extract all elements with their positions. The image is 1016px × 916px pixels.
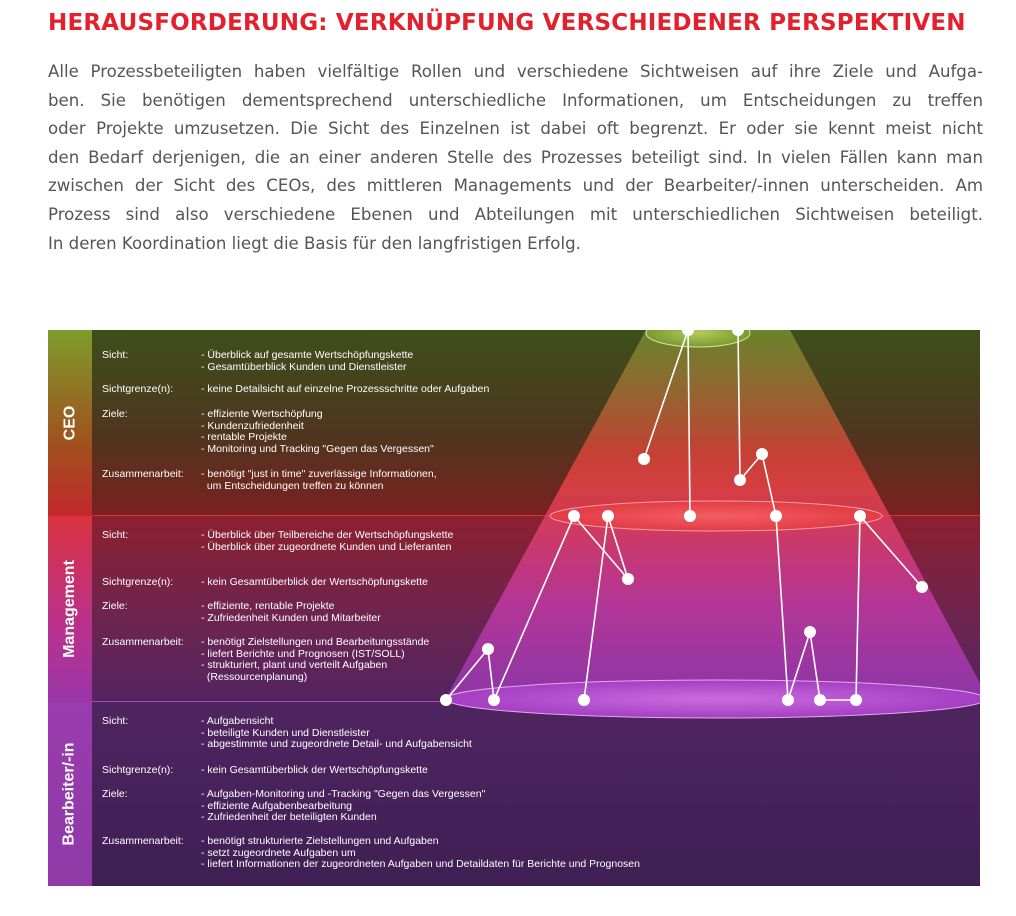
intro-line: ben. Sie benötigen dementsprechend unterschiedliche Informationen, um Entscheidungen zu treffen [48, 90, 983, 110]
node-dot [782, 694, 794, 706]
node-dot [602, 510, 614, 522]
node-dot [814, 694, 826, 706]
funnel-bottom-ellipse [446, 680, 980, 718]
perspective-diagram: CEO Management Bearbeiter/-in Sicht: - Überblick auf gesamte Wertschöpfungskette - Gesamtüberblick Kunden und Dienstleister Sichtgrenze(n): - keine Detailsicht auf einzelne Prozessschritte oder Aufgaben Ziele: - effiziente Wertschöpfung - Kundenzufriedenheit - rentable Projekte - Monitoring und Tracking "Gegen das Vergessen" Zusammenarbeit: - benötigt "just in time" zuverlässige Informationen, um Entscheidungen treffen zu können Sicht: - Überblick über Teilbereiche der Wertschöpfungskette - Überblick über zugeordnete Kunden und Lieferanten Sichtgrenze(n): - kein Gesamtüberblick der Wertschöpfungskette Ziele: - effiziente, rentable Projekte - Zufriedenheit Kunden und Mitarbeiter Zusammenarbeit: - benötigt Zielstellungen und Bearbeitungsstände - liefert Berichte und Prognosen (IST/SOLL) - strukturiert, plant und verteilt Aufgaben (Ressourcenplanung) Sicht: - Aufgabensicht - beteiligte Kunden und Dienstleister - abgestimmte und zugeordnete Detail- und Aufgabensicht Sichtgrenze(n): - kein Gesamtüberblick der Wertschöpfungskette Ziele: - Aufgaben-Monitoring und -Tracking "Gegen das Vergessen" - effiziente Aufgabenbearbeitung - Zufriedenheit der beteiligten Kunden Zusammenarbeit: - benötigt strukturierte Zielstellungen und Aufgaben - setzt zugeordnete Aufgaben um - liefert Informationen der zugeordneten Aufgaben und Detaildaten für Berichte und Prognosen [48, 330, 980, 886]
node-dot [638, 453, 650, 465]
node-dot [770, 510, 782, 522]
node-dot [440, 694, 452, 706]
intro-line: In deren Koordination liegt die Basis für den langfristigen Erfolg. [48, 233, 581, 253]
node-dot [850, 694, 862, 706]
level-label-bearbeiter: Bearbeiter/-in [48, 702, 92, 886]
node-dot [916, 581, 928, 593]
node-dot [488, 694, 500, 706]
intro-line: zwischen der Sicht des CEOs, des mittleren Managements und der Bearbeiter/-innen unterscheiden. Am [48, 176, 983, 196]
page-heading: HERAUSFORDERUNG: VERKNÜPFUNG VERSCHIEDENER PERSPEKTIVEN [48, 10, 966, 36]
intro-line: Alle Prozessbeteiligten haben vielfältige Rollen und verschiedene Sichtweisen auf ihre Ziele und Aufga- [48, 62, 983, 81]
node-dot [756, 448, 768, 460]
node-dot [684, 510, 696, 522]
funnel-graphic [48, 330, 980, 886]
node-dot [734, 474, 746, 486]
node-dot [622, 573, 634, 585]
funnel-mid-ellipse [550, 501, 882, 531]
node-dot [804, 626, 816, 638]
intro-line: Prozess sind also verschiedene Ebenen und Abteilungen mit unterschiedlichen Sichtweisen beteiligt. [48, 204, 983, 224]
node-dot [568, 510, 580, 522]
intro-paragraph [48, 58, 983, 258]
node-dot [854, 510, 866, 522]
node-dot [482, 643, 494, 655]
node-dot [578, 694, 590, 706]
intro-line: oder Projekte umzusetzen. Die Sicht des Einzelnen ist dabei oft begrenzt. Er oder sie kennt meist nicht [48, 119, 983, 139]
level-label-management: Management [48, 516, 92, 702]
level-label-ceo: CEO [48, 330, 92, 516]
intro-line: den Bedarf derjenigen, die an einer anderen Stelle des Prozesses beteiligt sind. In vielen Fällen kann man [48, 147, 983, 167]
